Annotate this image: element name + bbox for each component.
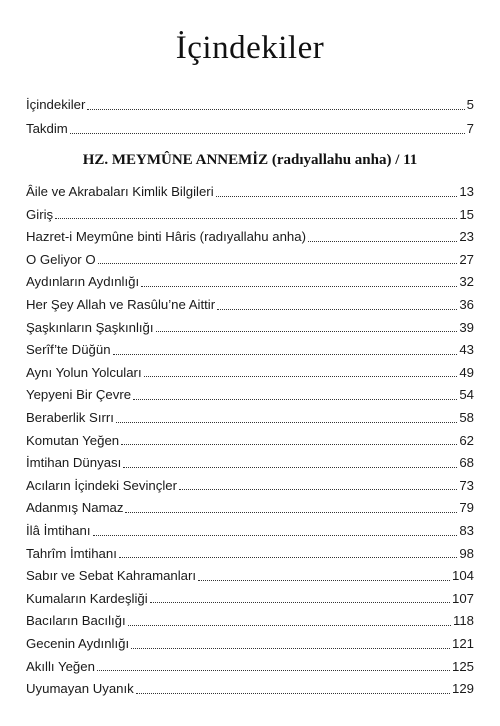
dot-leader bbox=[198, 580, 450, 581]
toc-entry-label: O Geliyor O bbox=[26, 251, 96, 267]
toc-entry-page: 54 bbox=[459, 387, 474, 403]
toc-entry-label: İçindekiler bbox=[26, 97, 86, 112]
toc-entry bbox=[26, 272, 474, 292]
dot-leader bbox=[119, 557, 457, 558]
toc-entry-label: Serîf’te Düğün bbox=[26, 342, 111, 358]
toc-entry-page: 125 bbox=[451, 658, 474, 674]
toc-entry-page: 7 bbox=[466, 121, 474, 136]
toc-entry-label: Aynı Yolun Yolcuları bbox=[26, 364, 142, 380]
toc-entry-page: 43 bbox=[459, 342, 474, 358]
toc-entry-page: 15 bbox=[459, 206, 474, 222]
toc-entry bbox=[26, 95, 474, 115]
toc-entry bbox=[26, 634, 474, 654]
toc-entry bbox=[26, 521, 474, 541]
dot-leader bbox=[150, 602, 450, 603]
toc-entry-label: Acıların İçindeki Sevinçler bbox=[26, 477, 177, 493]
toc-entry bbox=[26, 318, 474, 338]
dot-leader bbox=[123, 467, 457, 468]
toc-entry-label: Bacıların Bacılığı bbox=[26, 613, 126, 629]
toc-entry bbox=[26, 476, 474, 496]
toc-entry-page: 121 bbox=[451, 636, 474, 651]
toc-entry-label: Komutan Yeğen bbox=[26, 432, 120, 448]
toc-entry-label: Şaşkınların Şaşkınlığı bbox=[26, 319, 154, 335]
toc-entry-label: İmtihan Dünyası bbox=[26, 455, 122, 471]
toc-entry bbox=[26, 119, 474, 139]
dot-leader bbox=[87, 109, 464, 110]
toc-entry bbox=[26, 657, 474, 677]
toc-entry-page: 5 bbox=[466, 97, 474, 112]
section-heading: HZ. MEYMÛNE ANNEMİZ (radıyallahu anha) / 11 bbox=[82, 152, 418, 168]
toc-entry-label: Hazret-i Meymûne binti Hâris (radıyallahu anha) bbox=[26, 229, 306, 245]
toc-entry-label: Sabır ve Sebat Kahramanları bbox=[26, 568, 197, 584]
dot-leader bbox=[70, 133, 465, 134]
toc-entry-label: İlâ İmtihanı bbox=[26, 523, 91, 538]
toc-entry bbox=[26, 182, 474, 202]
toc-entry-page: 129 bbox=[451, 681, 474, 697]
toc-entry-label: Gecenin Aydınlığı bbox=[26, 636, 130, 651]
toc-entry-label: Her Şey Allah ve Rasûlu’ne Aittir bbox=[26, 297, 216, 312]
dot-leader bbox=[116, 422, 457, 423]
dot-leader bbox=[98, 263, 458, 264]
dot-leader bbox=[216, 196, 458, 197]
dot-leader bbox=[128, 625, 451, 626]
toc-entry bbox=[26, 363, 474, 383]
toc-entry-label: Takdim bbox=[26, 121, 68, 136]
dot-leader bbox=[93, 535, 458, 536]
dot-leader bbox=[97, 670, 450, 671]
dot-leader bbox=[121, 444, 457, 445]
toc-entry-page: 118 bbox=[452, 613, 474, 629]
toc-entry bbox=[26, 408, 474, 428]
toc-entry-label: Kumaların Kardeşliği bbox=[26, 590, 148, 606]
dot-leader bbox=[133, 399, 457, 400]
toc-entry-page: 62 bbox=[459, 432, 474, 448]
toc-entry bbox=[26, 611, 474, 631]
toc-entry-page: 27 bbox=[459, 251, 474, 267]
dot-leader bbox=[308, 241, 457, 242]
toc-entry-page: 98 bbox=[459, 545, 474, 561]
dot-leader bbox=[217, 309, 457, 310]
toc-entry-page: 49 bbox=[459, 364, 474, 380]
toc-entry bbox=[26, 453, 474, 473]
toc-entry-page: 39 bbox=[459, 319, 474, 335]
dot-leader bbox=[113, 354, 458, 355]
toc-entry-page: 36 bbox=[459, 297, 474, 312]
toc-entry bbox=[26, 295, 474, 315]
toc-entry-label: Yepyeni Bir Çevre bbox=[26, 387, 132, 403]
toc-entry-page: 23 bbox=[459, 229, 474, 245]
toc-entry-label: Beraberlik Sırrı bbox=[26, 410, 114, 425]
toc-entry-page: 104 bbox=[451, 568, 474, 584]
toc-entry bbox=[26, 431, 474, 451]
page-title: İçindekiler bbox=[175, 30, 325, 66]
toc-entry-page: 83 bbox=[459, 523, 474, 538]
toc-entry bbox=[26, 544, 474, 564]
toc-entry bbox=[26, 227, 474, 247]
toc-entry-page: 13 bbox=[459, 184, 474, 199]
toc-entry bbox=[26, 385, 474, 405]
toc-entry bbox=[26, 340, 474, 360]
toc-entry-page: 79 bbox=[459, 500, 474, 516]
toc-entry-label: Âile ve Akrabaları Kimlik Bilgileri bbox=[26, 184, 214, 199]
dot-leader bbox=[131, 648, 450, 649]
toc-entry-label: Giriş bbox=[26, 206, 54, 222]
toc-entry bbox=[26, 498, 474, 518]
toc-entry-label: Adanmış Namaz bbox=[26, 500, 124, 516]
toc-entry-page: 58 bbox=[459, 410, 474, 425]
dot-leader bbox=[136, 693, 450, 694]
toc-entry bbox=[26, 566, 474, 586]
toc-entry bbox=[26, 679, 474, 699]
dot-leader bbox=[141, 286, 457, 287]
toc-entry-page: 107 bbox=[451, 590, 474, 606]
dot-leader bbox=[156, 331, 458, 332]
toc-entry-label: Uyumayan Uyanık bbox=[26, 681, 134, 697]
toc-entry bbox=[26, 205, 474, 225]
toc-entry-label: Aydınların Aydınlığı bbox=[26, 274, 140, 290]
toc-entry-page: 32 bbox=[459, 274, 474, 290]
dot-leader bbox=[55, 218, 457, 219]
toc-entry bbox=[26, 250, 474, 270]
toc-entry-page: 68 bbox=[459, 455, 474, 471]
dot-leader bbox=[179, 489, 457, 490]
dot-leader bbox=[144, 376, 458, 377]
toc-entry-label: Akıllı Yeğen bbox=[26, 658, 95, 674]
toc-entry bbox=[26, 589, 474, 609]
toc-entry-label: Tahrîm İmtihanı bbox=[26, 545, 117, 561]
dot-leader bbox=[125, 512, 457, 513]
toc-entry-page: 73 bbox=[459, 477, 474, 493]
